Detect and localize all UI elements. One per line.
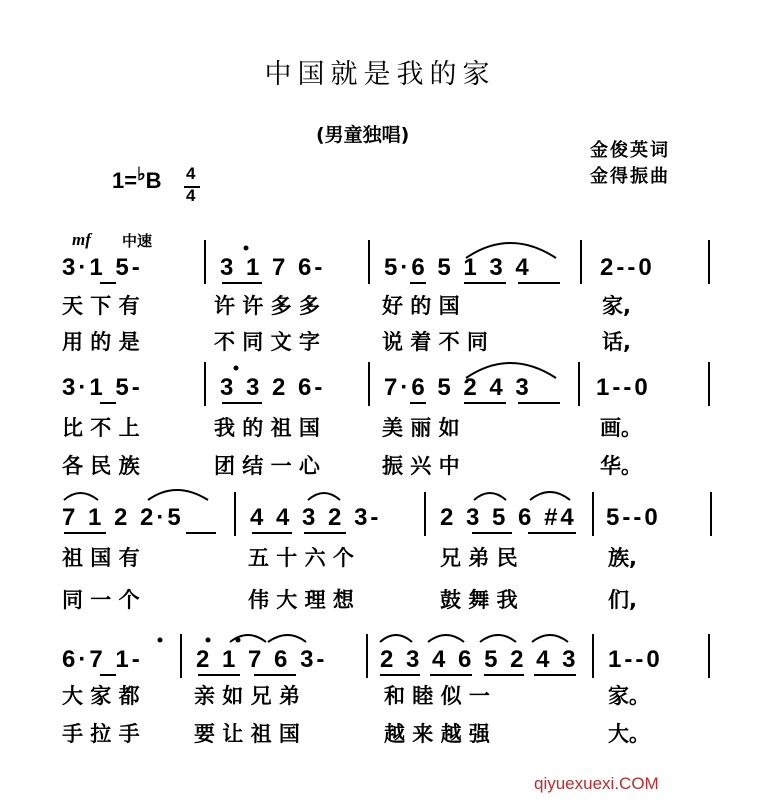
measure-notes: 5--0 xyxy=(606,504,661,531)
lyric-verse2: 用 的 是 xyxy=(62,330,140,354)
lyric-verse1: 五 十 六 个 xyxy=(248,546,354,570)
lyric-verse2: 大。 xyxy=(608,722,650,746)
lyric-verse2: 各 民 族 xyxy=(62,454,140,478)
measure-notes: 1--0 xyxy=(596,374,651,401)
lyric-verse2: 团 结 一 心 xyxy=(214,454,320,478)
lyric-verse1: 好 的 国 xyxy=(382,294,460,318)
lyric-verse1: 比 不 上 xyxy=(62,416,140,440)
lyric-verse1: 我 的 祖 国 xyxy=(214,416,320,440)
measure-notes: 2 1 7 6 3- xyxy=(196,646,328,673)
measure-notes: 3 1 7 6- xyxy=(220,254,326,281)
slur-arc xyxy=(268,635,306,642)
lyric-verse1: 兄 弟 民 xyxy=(440,546,518,570)
lyric-verse2: 鼓 舞 我 xyxy=(440,588,518,612)
measure-notes: 5·6 5 1 3 4 xyxy=(384,254,532,281)
measure-notes: 3·1 5- xyxy=(62,374,143,401)
lyric-verse2: 要 让 祖 国 xyxy=(194,722,300,746)
slur-arc xyxy=(466,243,556,258)
measure-notes: 3 3 2 6- xyxy=(220,374,326,401)
lyric-verse1: 画。 xyxy=(600,416,642,440)
lyric-verse1: 美 丽 如 xyxy=(382,416,460,440)
lyric-verse1: 天 下 有 xyxy=(62,294,140,318)
measure-notes: 1--0 xyxy=(608,646,663,673)
key-note: B xyxy=(145,168,162,193)
slur-arc xyxy=(428,635,464,642)
slur-arc xyxy=(532,635,568,642)
slur-arc xyxy=(474,493,506,500)
lyric-verse2: 说 着 不 同 xyxy=(382,330,488,354)
lyric-verse2: 们, xyxy=(608,588,637,612)
lyric-verse1: 祖 国 有 xyxy=(62,546,140,570)
lyric-verse2: 伟 大 理 想 xyxy=(248,588,354,612)
measure-notes: 2--0 xyxy=(600,254,655,281)
dynamics-marking: mf xyxy=(72,230,91,249)
lyric-verse2: 同 一 个 xyxy=(62,588,140,612)
slur-arc xyxy=(530,492,570,500)
lyric-verse2: 华。 xyxy=(600,454,642,478)
lyric-verse2: 振 兴 中 xyxy=(382,454,460,478)
measure-notes: 3·1 5- xyxy=(62,254,143,281)
measure-notes: 4 4 3 2 3- xyxy=(250,504,382,531)
measure-notes: 7·6 5 2 4 3 xyxy=(384,374,532,401)
lyric-verse1: 家。 xyxy=(608,684,650,708)
flat-sign: ♭ xyxy=(137,164,146,184)
measure-notes: 2 3 4 6 5 2 4 3 xyxy=(380,646,579,673)
lyric-verse1: 大 家 都 xyxy=(62,684,140,708)
measure-notes: 2 3 5 6 #4 xyxy=(440,504,577,531)
song-subtitle: (男童独唱) xyxy=(316,124,410,146)
slur-arc xyxy=(308,493,340,500)
lyric-verse1: 族, xyxy=(608,546,637,570)
lyric-verse2: 话, xyxy=(602,330,631,354)
lyric-verse2: 手 拉 手 xyxy=(62,722,140,746)
slur-arc xyxy=(148,490,208,500)
lyric-verse2: 越 来 越 强 xyxy=(384,722,490,746)
lyric-verse1: 家, xyxy=(602,294,631,318)
tempo-marking: 中速 xyxy=(122,232,153,250)
octave-dots xyxy=(158,246,249,643)
slur-marks xyxy=(64,243,570,642)
lyric-verse1: 亲 如 兄 弟 xyxy=(194,684,300,708)
song-title: 中国就是我的家 xyxy=(264,59,496,90)
composer-credit: 金得振曲 xyxy=(590,166,670,187)
lyric-verse1: 和 睦 似 一 xyxy=(384,684,490,708)
slur-arc xyxy=(480,635,516,642)
time-signature-top: 4 xyxy=(186,164,196,183)
slur-arc xyxy=(380,635,412,642)
time-signature-bottom: 4 xyxy=(186,186,196,205)
key-prefix: 1= xyxy=(112,168,138,193)
slur-arc xyxy=(466,363,556,378)
lyricist-credit: 金俊英词 xyxy=(590,140,670,161)
slur-arc xyxy=(64,493,98,500)
measure-notes: 6·7 1- xyxy=(62,646,143,673)
watermark: qiyuexuexi.COM xyxy=(534,774,659,793)
lyric-verse2: 不 同 文 字 xyxy=(214,330,320,354)
measure-notes: 7 1 2 2·5 xyxy=(62,504,184,531)
lyric-verse1: 许 许 多 多 xyxy=(214,294,320,318)
underline-marks xyxy=(64,283,579,675)
slur-arc xyxy=(230,635,266,642)
